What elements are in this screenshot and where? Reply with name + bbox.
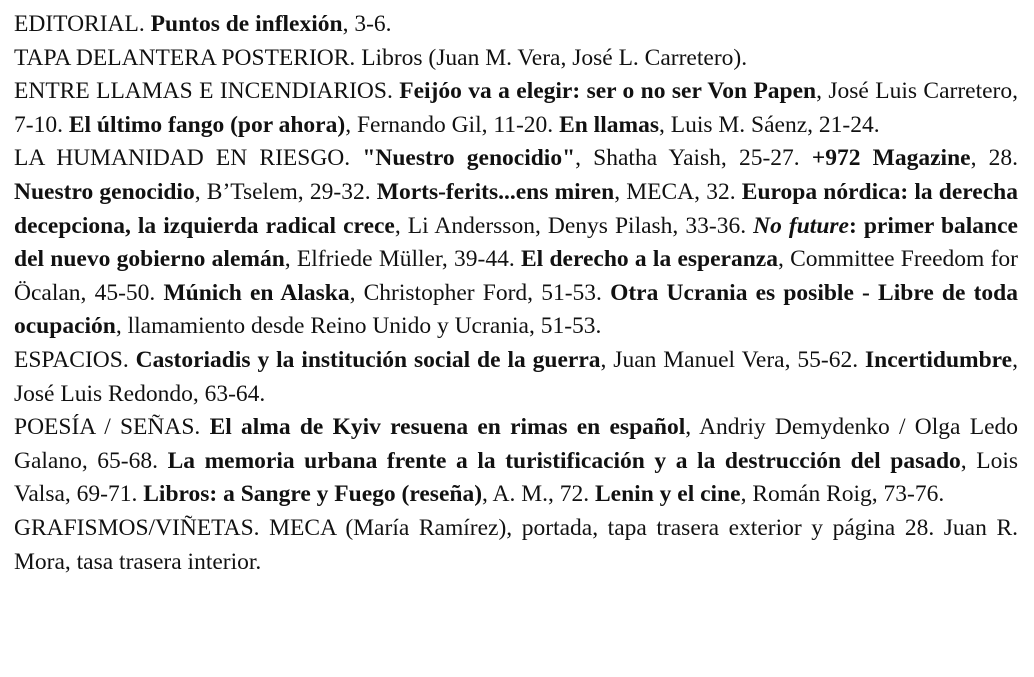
section-label: TAPA DELANTERA POSTERIOR. [14, 44, 356, 71]
article-title: Nuestro genocidio [14, 178, 195, 205]
article-credit: , 3-6. [342, 11, 392, 37]
article-credit: , Christopher Ford, 51-53. [349, 279, 611, 306]
section-label: GRAFISMOS/VIÑETAS. [14, 514, 260, 541]
article-title: Morts-ferits...ens miren [376, 178, 615, 205]
article-title: El alma de Kyiv resuena en rimas en español [209, 414, 686, 441]
article-title-italic: No future [753, 212, 849, 239]
article-title: "Nuestro genocidio" [362, 145, 576, 172]
article-title: Puntos de inflexión [150, 11, 343, 37]
article-credit: , Juan Manuel Vera, 55-62. [600, 346, 866, 373]
article-credit: , Román Roig, 73-76. [740, 481, 945, 508]
article-credit: , Andriy Demydenko / Olga Ledo Galano, 65-68. [14, 414, 1018, 474]
article-title: Múnich en Alaska [163, 279, 350, 306]
article-title: +972 Magazine [811, 145, 971, 172]
section-espacios [14, 344, 1018, 411]
article-title: Libros: a Sangre y Fuego (reseña) [143, 481, 483, 508]
article-title: El derecho a la esperanza [520, 246, 778, 273]
article-credit: , llamamiento desde Reino Unido y Ucrania, 51-53. [115, 313, 602, 340]
article-title: El último fango (por ahora) [68, 111, 346, 138]
article-title: La memoria urbana frente a la turistificación y a la destrucción del pasado [167, 447, 961, 474]
section-editorial [14, 8, 1018, 42]
article-credit: , José Luis Carretero, 7-10. [14, 78, 1019, 138]
article-credit: , Elfriede Müller, 39-44. [284, 246, 521, 273]
section-tapa-delantera [14, 42, 1018, 76]
article-credit: , Fernando Gil, 11-20. [345, 111, 560, 138]
article-title: Feijóo va a elegir: ser o no ser Von Papen [399, 78, 817, 105]
article-credit: , A. M., 72. [482, 481, 595, 508]
article-title: Incertidumbre [865, 346, 1013, 373]
article-title: Otra Ucrania es posible - Libre de toda ocupación [14, 279, 1018, 340]
section-label: EDITORIAL. [14, 11, 145, 37]
article-credit: , Li Andersson, Denys Pilash, 33-36. [394, 212, 754, 239]
article-title: : primer balance del nuevo gobierno alemán [14, 212, 1018, 273]
section-label: LA HUMANIDAD EN RIESGO. [14, 145, 351, 172]
article-credit: , José Luis Redondo, 63-64. [14, 346, 1018, 407]
section-humanidad [14, 142, 1018, 344]
article-credit: , Shatha Yaish, 25-27. [575, 145, 812, 172]
article-credit: , MECA, 32. [614, 178, 742, 205]
article-credit: , 28. [970, 145, 1019, 172]
section-poesia [14, 411, 1018, 512]
article-credit: , B’Tselem, 29-32. [194, 178, 377, 205]
section-label: POESÍA / SEÑAS. [14, 414, 201, 441]
article-credit: Libros (Juan M. Vera, José L. Carretero). [361, 44, 748, 71]
article-credit: MECA (María Ramírez), portada, tapa trasera exterior y página 28. Juan R. Mora, tasa trasera interior. [14, 514, 1018, 575]
section-grafismos [14, 512, 1018, 579]
section-llamas [14, 75, 1018, 142]
article-title: Europa nórdica: la derecha decepciona, la izquierda radical crece [14, 178, 1018, 239]
article-credit: , Lois Valsa, 69-71. [14, 447, 1019, 508]
article-credit: , Committee Freedom for Öcalan, 45-50. [14, 246, 1018, 306]
article-title: Lenin y el cine [594, 481, 741, 508]
article-title: En llamas [559, 111, 659, 138]
section-label: ENTRE LLAMAS E INCENDIARIOS. [14, 78, 393, 105]
article-title: Castoriadis y la institución social de la guerra [135, 346, 601, 373]
article-credit: , Luis M. Sáenz, 21-24. [658, 111, 880, 138]
section-label: ESPACIOS. [14, 346, 129, 373]
